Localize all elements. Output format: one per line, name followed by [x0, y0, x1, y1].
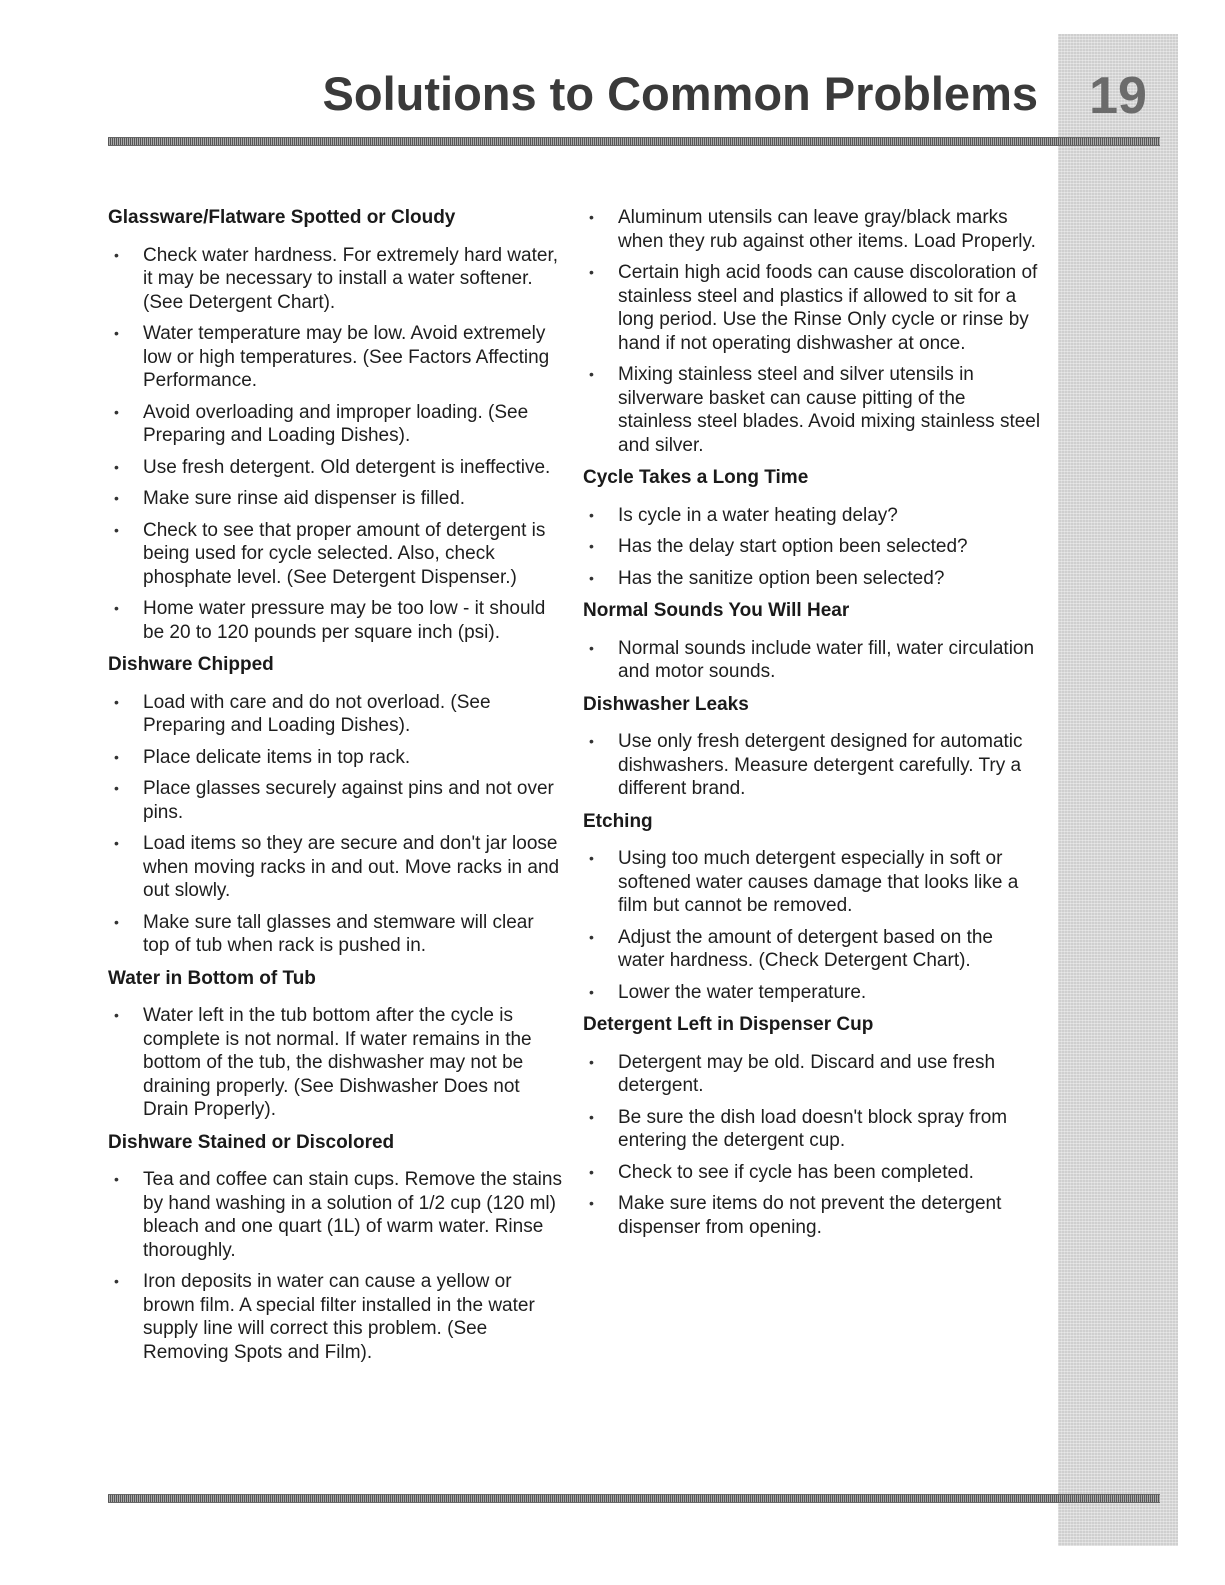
troubleshooting-section — [583, 599, 1043, 684]
bullet-item: • Using too much detergent especially in soft or softened water causes damage that looks like a film but cannot be removed. — [583, 847, 1043, 918]
section-heading: Glassware/Flatware Spotted or Cloudy — [108, 207, 456, 228]
section-heading: Dishware Chipped — [108, 654, 274, 675]
section-heading: Water in Bottom of Tub — [108, 967, 316, 989]
bullet-item: • Check to see that proper amount of detergent is being used for cycle selected. Also, check phosphate level. (See Detergent Dispenser.) — [108, 519, 563, 590]
bullet-list — [583, 847, 1043, 1004]
bullet-item: • Use fresh detergent. Old detergent is ineffective. — [108, 456, 563, 480]
bullet-item: • Normal sounds include water fill, water circulation and motor sounds. — [583, 637, 1043, 684]
bullet-list — [108, 1004, 563, 1122]
bullet-item: • Place delicate items in top rack. — [108, 746, 563, 770]
section-heading: Cycle Takes a Long Time — [583, 467, 809, 488]
bullet-list — [583, 637, 1043, 684]
section-heading: Detergent Left in Dispenser Cup — [583, 1014, 874, 1035]
bullet-item: • Check to see if cycle has been completed. — [583, 1161, 1043, 1185]
header-divider — [108, 137, 1160, 146]
page-title: Solutions to Common Problems — [322, 67, 1038, 120]
bullet-list — [108, 1168, 563, 1364]
troubleshooting-section — [108, 653, 563, 958]
troubleshooting-section — [108, 967, 563, 1122]
bullet-list — [583, 730, 1043, 801]
bullet-item: • Lower the water temperature. — [583, 981, 1043, 1005]
bullet-item: • Be sure the dish load doesn't block spray from entering the detergent cup. — [583, 1106, 1043, 1153]
bullet-item: • Adjust the amount of detergent based on the water hardness. (Check Detergent Chart). — [583, 926, 1043, 973]
right-column — [583, 206, 1043, 1248]
left-column — [108, 206, 563, 1373]
troubleshooting-section — [583, 466, 1043, 590]
bullet-item: • Tea and coffee can stain cups. Remove the stains by hand washing in a solution of 1/2 cup (120 ml) bleach and one quart (1L) of warm water. Rinse thoroughly. — [108, 1168, 563, 1262]
bullet-item: • Detergent may be old. Discard and use fresh detergent. — [583, 1051, 1043, 1098]
troubleshooting-section — [108, 1131, 563, 1365]
bullet-item: • Home water pressure may be too low - it should be 20 to 120 pounds per square inch (psi). — [108, 597, 563, 644]
bullet-item: • Avoid overloading and improper loading. (See Preparing and Loading Dishes). — [108, 401, 563, 448]
troubleshooting-section — [583, 810, 1043, 1005]
bullet-item: • Water left in the tub bottom after the cycle is complete is not normal. If water remains in the bottom of the tub, the dishwasher may not be draining properly. (See Dishwasher Does not Drain Properly). — [108, 1004, 563, 1122]
bullet-item: • Has the delay start option been selected? — [583, 535, 1043, 559]
section-heading: Normal Sounds You Will Hear — [583, 600, 850, 621]
section-heading: Etching — [583, 810, 653, 832]
bullet-list — [108, 244, 563, 645]
page-number: 19 — [1089, 67, 1147, 125]
bullet-item: • Is cycle in a water heating delay? — [583, 504, 1043, 528]
bullet-list — [108, 691, 563, 958]
bullet-item: • Load items so they are secure and don't jar loose when moving racks in and out. Move racks in and out slowly. — [108, 832, 563, 903]
bullet-item: • Check water hardness. For extremely hard water, it may be necessary to install a water softener. (See Detergent Chart). — [108, 244, 563, 315]
bullet-item: • Make sure rinse aid dispenser is filled. — [108, 487, 563, 511]
bullet-item: • Make sure items do not prevent the detergent dispenser from opening. — [583, 1192, 1043, 1239]
troubleshooting-section — [583, 206, 1043, 457]
troubleshooting-section — [583, 693, 1043, 801]
section-heading: Dishwasher Leaks — [583, 693, 749, 715]
bullet-item: • Load with care and do not overload. (See Preparing and Loading Dishes). — [108, 691, 563, 738]
bullet-item: • Place glasses securely against pins and not over pins. — [108, 777, 563, 824]
bullet-item: • Make sure tall glasses and stemware will clear top of tub when rack is pushed in. — [108, 911, 563, 958]
troubleshooting-section — [583, 1013, 1043, 1239]
page-edge-tab — [1058, 34, 1178, 1546]
bullet-item: • Aluminum utensils can leave gray/black marks when they rub against other items. Load Properly. — [583, 206, 1043, 253]
bullet-item: • Mixing stainless steel and silver utensils in silverware basket can cause pitting of the stainless steel blades. Avoid mixing stainless steel and silver. — [583, 363, 1043, 457]
section-heading: Dishware Stained or Discolored — [108, 1131, 395, 1153]
footer-divider — [108, 1494, 1160, 1503]
bullet-item: • Has the sanitize option been selected? — [583, 567, 1043, 591]
bullet-list — [583, 504, 1043, 591]
bullet-list — [583, 206, 1043, 457]
bullet-item: • Iron deposits in water can cause a yellow or brown film. A special filter installed in the water supply line will correct this problem. (See Removing Spots and Film). — [108, 1270, 563, 1364]
bullet-list — [583, 1051, 1043, 1240]
bullet-item: • Certain high acid foods can cause discoloration of stainless steel and plastics if allowed to sit for a long period. Use the Rinse Only cycle or rinse by hand if not operating dishwasher at once. — [583, 261, 1043, 355]
troubleshooting-section — [108, 206, 563, 644]
bullet-item: • Use only fresh detergent designed for automatic dishwashers. Measure detergent carefully. Try a different brand. — [583, 730, 1043, 801]
bullet-item: • Water temperature may be low. Avoid extremely low or high temperatures. (See Factors Affecting Performance. — [108, 322, 563, 393]
